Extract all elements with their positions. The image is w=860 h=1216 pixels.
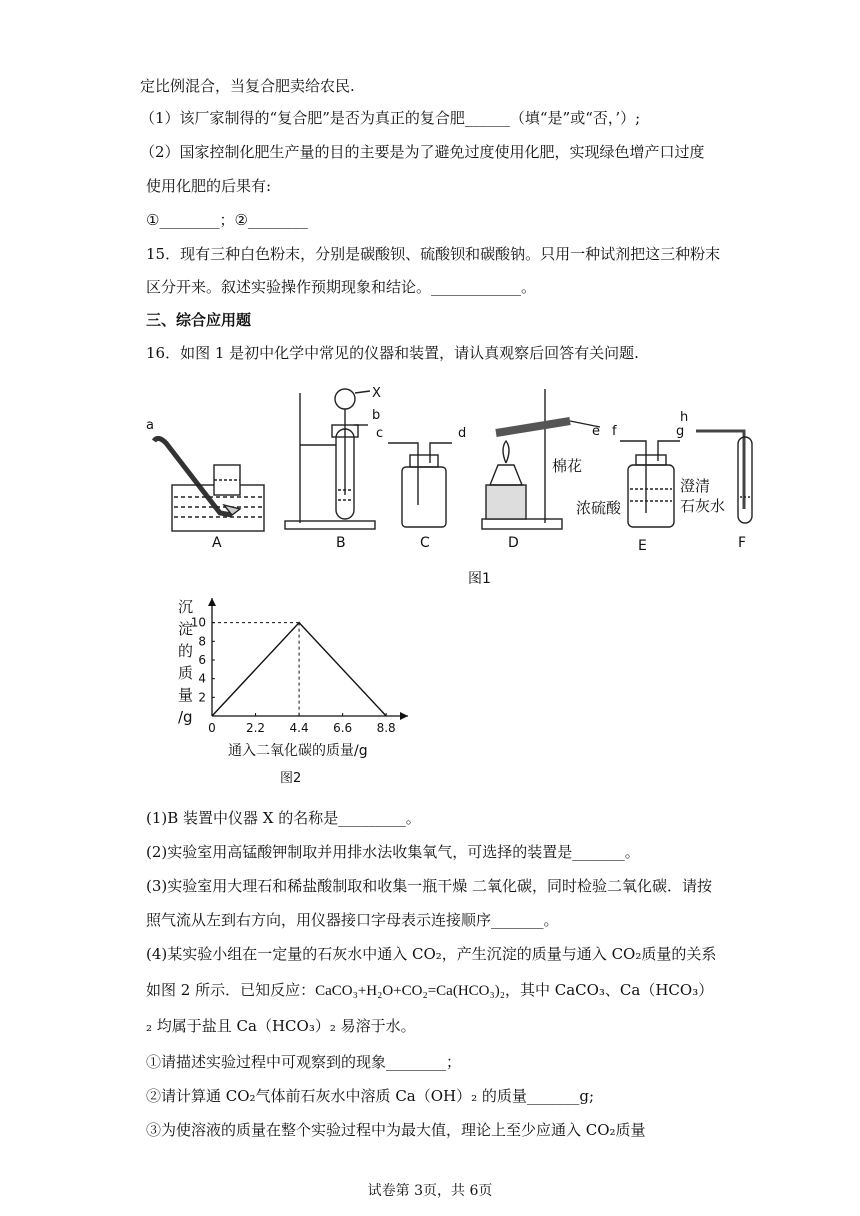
apparatus-letter-b: B (336, 535, 346, 551)
x-tick-label: 2.2 (245, 721, 266, 735)
port-label-x: X (372, 386, 381, 401)
ylabel-char: 沉 (178, 598, 194, 616)
ylabel-char: 淀 (178, 620, 194, 638)
sub-question-2: ②请计算通 CO₂气体前石灰水中溶质 Ca（OH）₂ 的质量_______g; (146, 1087, 595, 1105)
x-axis-title: 通入二氧化碳的质量/g (228, 743, 368, 759)
y-tick-label: 10 (190, 615, 206, 630)
sub-question-1: ①请描述实验过程中可观察到的现象________； (146, 1053, 462, 1071)
question-16: 16．如图 1 是初中化学中常见的仪器和装置，请认真观察后回答有关问题. (146, 344, 639, 362)
apparatus-e (576, 424, 684, 554)
question-15-cont: 区分开来。叙述实验操作预期现象和结论。____________。 (146, 278, 537, 296)
sub-question-3: ③为使溶液的质量在整个实验过程中为最大值，理论上至少应通入 CO₂质量 (146, 1121, 646, 1139)
x-tick-label: 0 (208, 721, 216, 735)
ylabel-char: 量 (178, 686, 194, 704)
question-16-part2: (2)实验室用高锰酸钾制取并用排水法收集氧气，可选择的装置是_______。 (146, 843, 640, 861)
section-heading: 三、综合应用题 (146, 311, 252, 329)
answer-blanks: ①________；②________ (146, 211, 308, 229)
question-16-part3: (3)实验室用大理石和稀盐酸制取和收集一瓶干燥 二氧化碳，同时检验二氧化碳．请按 (146, 877, 713, 895)
page-footer: 试卷第 3页，共 6页 (367, 1183, 493, 1199)
question-16-part4-cont (146, 980, 713, 1001)
port-label-c: c (376, 426, 384, 441)
port-label-h: h (680, 410, 689, 425)
port-label-e: e (592, 424, 600, 439)
apparatus-c (376, 426, 466, 551)
text-line: ₂ 均属于盐且 Ca（HCO₃）₂ 易溶于水。 (146, 1017, 416, 1035)
port-label-f: f (612, 424, 617, 439)
reaction-equation: CaCO₃+H₂O+CO₂=Ca(HCO₃)₂ (315, 983, 505, 999)
x-tick-label: 8.8 (376, 721, 396, 735)
question-15: 15．现有三种白色粉末，分别是碳酸钡、硫酸钡和碳酸钠。只用一种试剂把这三种粉末 (146, 245, 721, 263)
precipitate-chart (168, 592, 428, 790)
x-axis-arrow (400, 712, 408, 720)
text-segment: ，其中 CaCO₃、Ca（HCO₃） (504, 981, 714, 999)
x-tick-label: 6.6 (333, 721, 353, 735)
x-tick-label: 4.4 (289, 721, 309, 735)
y-axis-arrow (208, 598, 216, 606)
apparatus-f (680, 410, 752, 551)
figure-2-caption: 图2 (280, 771, 302, 786)
text-line: 定比例混合，当复合肥卖给农民. (140, 77, 355, 95)
text-segment: 如图 2 所示．已知反应： (146, 981, 316, 999)
figure-1-caption: 图1 (468, 571, 491, 587)
apparatus-b (285, 386, 384, 551)
apparatus-letter-d: D (508, 535, 519, 551)
cotton-label: 棉花 (552, 457, 583, 475)
apparatus-letter-f: F (738, 535, 747, 551)
port-label-a: a (146, 418, 154, 433)
apparatus-letter-e: E (638, 538, 647, 554)
apparatus-figure (140, 385, 780, 590)
y-tick-label: 4 (198, 671, 206, 686)
y-tick-label: 6 (198, 653, 206, 667)
port-label-b: b (372, 408, 381, 423)
port-label-g: g (676, 424, 685, 439)
ylabel-char: 的 (178, 642, 194, 660)
acid-label: 浓硫酸 (576, 499, 622, 517)
question-16-part4: (4)某实验小组在一定量的石灰水中通入 CO₂，产生沉淀的质量与通入 CO₂质量的关系 (146, 945, 717, 963)
apparatus-a (146, 418, 264, 551)
limewater-label-1: 澄清 (680, 477, 711, 495)
apparatus-d (482, 389, 600, 551)
question-16-part3-cont: 照气流从左到右方向，用仪器接口字母表示连接顺序_______。 (146, 911, 559, 929)
text-line: 使用化肥的后果有: (146, 177, 272, 195)
port-label-d: d (458, 426, 467, 441)
ylabel-char: 质 (178, 664, 194, 682)
question-16-part1: (1)B 装置中仪器 X 的名称是_________。 (146, 809, 421, 827)
limewater-label-2: 石灰水 (680, 497, 726, 515)
y-tick-label: 8 (198, 634, 206, 649)
question-14-part1: （1）该厂家制得的“复合肥”是否为真正的复合肥______（填“是”或“否，’）; (140, 109, 641, 127)
apparatus-letter-a: A (212, 535, 222, 551)
question-14-part2: （2）国家控制化肥生产量的目的主要是为了避免过度使用化肥，实现绿色增产口过度 (140, 143, 705, 161)
apparatus-letter-c: C (420, 535, 430, 551)
y-tick-label: 2 (198, 690, 206, 705)
ylabel-char: /g (178, 708, 193, 726)
